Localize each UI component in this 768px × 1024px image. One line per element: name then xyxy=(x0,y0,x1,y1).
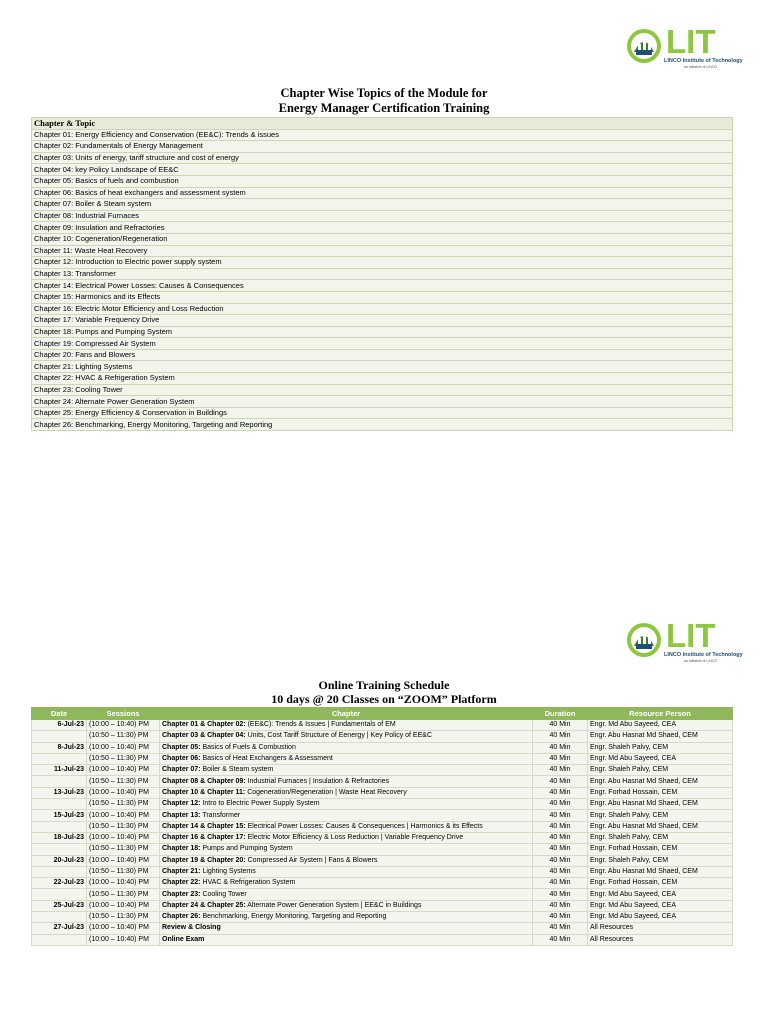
session-cell: (10:00 – 10:40) PM xyxy=(87,878,160,889)
chapter-title: Chapter 13: xyxy=(162,811,201,819)
resource-cell: Engr. Abu Hasnat Md Shaed, CEM xyxy=(588,821,733,832)
lit-emblem-icon xyxy=(626,28,662,64)
duration-cell: 40 Min xyxy=(533,720,588,731)
logo-text: LIT xyxy=(666,23,716,60)
duration-cell: 40 Min xyxy=(533,776,588,787)
duration-cell: 40 Min xyxy=(533,889,588,900)
resource-cell: Engr. Abu Hasnat Md Shaed, CEM xyxy=(588,776,733,787)
duration-cell: 40 Min xyxy=(533,866,588,877)
date-cell: 22-Jul-23 xyxy=(32,878,87,889)
chapter-topic-cell: Chapter 02: Fundamentals of Energy Management xyxy=(32,141,733,153)
resource-header: Resource Person xyxy=(588,708,733,720)
session-cell: (10:50 – 11:30) PM xyxy=(87,821,160,832)
resource-cell: Engr. Md Abu Sayeed, CEA xyxy=(588,720,733,731)
resource-cell: Engr. Forhad Hossain, CEM xyxy=(588,844,733,855)
chapter-title: Review & Closing xyxy=(162,924,221,932)
duration-cell: 40 Min xyxy=(533,912,588,923)
chapter-topic-cell: Chapter 06: Basics of heat exchangers and assessment system xyxy=(32,187,733,199)
date-cell xyxy=(32,889,87,900)
chapter-description: Compressed Air System | Fans & Blowers xyxy=(245,856,378,864)
resource-cell: Engr. Abu Hasnat Md Shaed, CEM xyxy=(588,866,733,877)
resource-cell: Engr. Abu Hasnat Md Shaed, CEM xyxy=(588,731,733,742)
chapter-description: Basics of Fuels & Combustion xyxy=(200,743,296,751)
table-row xyxy=(32,844,733,855)
chapter-title: Chapter 26: xyxy=(162,913,201,921)
table-row xyxy=(32,291,733,303)
chapter-description: Basics of Heat Exchangers & Assessment xyxy=(200,755,333,763)
chapter-topic-cell: Chapter 16: Electric Motor Efficiency and Loss Reduction xyxy=(32,303,733,315)
chapter-cell xyxy=(160,787,533,798)
date-cell xyxy=(32,799,87,810)
session-cell: (10:00 – 10:40) PM xyxy=(87,765,160,776)
chapter-title: Chapter 05: xyxy=(162,743,201,751)
chapter-cell xyxy=(160,776,533,787)
chapter-cell xyxy=(160,844,533,855)
chapter-title: Chapter 19 & Chapter 20: xyxy=(162,856,246,864)
table-row xyxy=(32,787,733,798)
table-row xyxy=(32,776,733,787)
table-row xyxy=(32,315,733,327)
date-cell: 27-Jul-23 xyxy=(32,923,87,934)
duration-cell: 40 Min xyxy=(533,753,588,764)
chapter-description: Cooling Tower xyxy=(200,890,247,898)
session-cell: (10:50 – 11:30) PM xyxy=(87,776,160,787)
table-row xyxy=(32,396,733,408)
chapter-cell xyxy=(160,866,533,877)
session-cell: (10:50 – 11:30) PM xyxy=(87,912,160,923)
duration-header: Duration xyxy=(533,708,588,720)
chapter-description: HVAC & Refrigeration System xyxy=(200,879,296,887)
logo-tagline: an initiative of LINCO xyxy=(684,65,718,69)
chapter-cell xyxy=(160,765,533,776)
date-cell: 13-Jul-23 xyxy=(32,787,87,798)
table-row xyxy=(32,934,733,945)
date-cell: 6-Jul-23 xyxy=(32,720,87,731)
chapter-topic-cell: Chapter 03: Units of energy, tariff structure and cost of energy xyxy=(32,152,733,164)
resource-cell: Engr. Md Abu Sayeed, CEA xyxy=(588,912,733,923)
session-cell: (10:50 – 11:30) PM xyxy=(87,866,160,877)
chapter-topic-cell: Chapter 23: Cooling Tower xyxy=(32,384,733,396)
chapter-topic-cell: Chapter 22: HVAC & Refrigeration System xyxy=(32,373,733,385)
duration-cell: 40 Min xyxy=(533,731,588,742)
section1-title xyxy=(0,86,768,116)
resource-cell: Engr. Md Abu Sayeed, CEA xyxy=(588,900,733,911)
table-row xyxy=(32,222,733,234)
table-row xyxy=(32,187,733,199)
date-cell: 15-Jul-23 xyxy=(32,810,87,821)
session-cell: (10:00 – 10:40) PM xyxy=(87,832,160,843)
session-cell: (10:00 – 10:40) PM xyxy=(87,855,160,866)
chapter-topic-cell: Chapter 20: Fans and Blowers xyxy=(32,349,733,361)
session-cell: (10:50 – 11:30) PM xyxy=(87,753,160,764)
duration-cell: 40 Min xyxy=(533,832,588,843)
table-row xyxy=(32,720,733,731)
date-header: Date xyxy=(32,708,87,720)
chapter-title: Chapter 23: xyxy=(162,890,201,898)
table-row xyxy=(32,210,733,222)
chapter-cell xyxy=(160,878,533,889)
chapter-description: Boiler & Steam system xyxy=(200,766,274,774)
table-row xyxy=(32,257,733,269)
chapter-topic-cell: Chapter 15: Harmonics and its Effects xyxy=(32,291,733,303)
table-row xyxy=(32,855,733,866)
resource-cell: All Resources xyxy=(588,934,733,945)
chapter-description: Pumps and Pumping System xyxy=(200,845,293,853)
resource-cell: Engr. Forhad Hossain, CEM xyxy=(588,787,733,798)
logo-tagline: an initiative of LINCO xyxy=(684,659,718,663)
chapter-topic-cell: Chapter 26: Benchmarking, Energy Monitoring, Targeting and Reporting xyxy=(32,419,733,431)
chapter-description: Transformer xyxy=(200,811,241,819)
chapter-topic-cell: Chapter 14: Electrical Power Losses: Causes & Consequences xyxy=(32,280,733,292)
chapter-cell xyxy=(160,731,533,742)
chapter-topic-cell: Chapter 08: Industrial Furnaces xyxy=(32,210,733,222)
chapter-title: Chapter 16 & Chapter 17: xyxy=(162,834,246,842)
chapter-description: Industrial Furnaces | Insulation & Refractories xyxy=(245,777,390,785)
chapter-cell xyxy=(160,855,533,866)
table-row xyxy=(32,832,733,843)
date-cell xyxy=(32,866,87,877)
chapter-topic-cell: Chapter 25: Energy Efficiency & Conservation in Buildings xyxy=(32,407,733,419)
chapter-cell xyxy=(160,810,533,821)
chapter-topic-header: Chapter & Topic xyxy=(32,118,733,130)
chapter-cell xyxy=(160,742,533,753)
duration-cell: 40 Min xyxy=(533,765,588,776)
session-cell: (10:00 – 10:40) PM xyxy=(87,934,160,945)
table-row xyxy=(32,753,733,764)
session-cell: (10:00 – 10:40) PM xyxy=(87,900,160,911)
chapter-topic-cell: Chapter 12: Introduction to Electric power supply system xyxy=(32,257,733,269)
chapter-cell xyxy=(160,934,533,945)
table-row xyxy=(32,810,733,821)
date-cell: 11-Jul-23 xyxy=(32,765,87,776)
table-row xyxy=(32,765,733,776)
duration-cell: 40 Min xyxy=(533,810,588,821)
chapter-title: Online Exam xyxy=(162,935,205,943)
chapter-description: Electric Motor Efficiency & Loss Reduction | Variable Frequency Drive xyxy=(245,834,464,842)
date-cell xyxy=(32,821,87,832)
table-row xyxy=(32,164,733,176)
chapter-title: Chapter 24 & Chapter 25: xyxy=(162,901,246,909)
chapter-title: Chapter 06: xyxy=(162,755,201,763)
session-cell: (10:50 – 11:30) PM xyxy=(87,799,160,810)
table-row xyxy=(32,384,733,396)
chapter-description: Lighting Systems xyxy=(200,868,256,875)
date-cell xyxy=(32,753,87,764)
section2-title xyxy=(0,678,768,706)
table-row xyxy=(32,326,733,338)
duration-cell: 40 Min xyxy=(533,844,588,855)
chapter-title: Chapter 14 & Chapter 15: xyxy=(162,822,246,830)
resource-cell: Engr. Md Abu Sayeed, CEA xyxy=(588,753,733,764)
logo-text: LIT xyxy=(666,617,716,654)
table-row xyxy=(32,900,733,911)
chapter-title: Chapter 18: xyxy=(162,845,201,853)
chapter-cell xyxy=(160,832,533,843)
session-cell: (10:50 – 11:30) PM xyxy=(87,889,160,900)
date-cell xyxy=(32,731,87,742)
session-cell: (10:00 – 10:40) PM xyxy=(87,787,160,798)
chapter-topic-cell: Chapter 21: Lighting Systems xyxy=(32,361,733,373)
chapter-topic-cell: Chapter 05: Basics of fuels and combustion xyxy=(32,175,733,187)
chapter-topic-cell: Chapter 10: Cogeneration/Regeneration xyxy=(32,233,733,245)
table-row xyxy=(32,799,733,810)
resource-cell: Engr. Shaleh Palvy, CEM xyxy=(588,810,733,821)
table-row xyxy=(32,731,733,742)
table-row xyxy=(32,821,733,832)
chapter-title: Chapter 01 & Chapter 02: xyxy=(162,721,246,729)
lit-logo-bottom xyxy=(626,617,743,664)
chapter-topic-cell: Chapter 17: Variable Frequency Drive xyxy=(32,315,733,327)
chapter-title: Chapter 10 & Chapter 11: xyxy=(162,788,246,796)
duration-cell: 40 Min xyxy=(533,799,588,810)
table-row xyxy=(32,303,733,315)
duration-cell: 40 Min xyxy=(533,787,588,798)
date-cell xyxy=(32,776,87,787)
chapter-title: Chapter 12: xyxy=(162,800,201,808)
table-row xyxy=(32,199,733,211)
chapter-topic-cell: Chapter 01: Energy Efficiency and Conservation (EE&C): Trends & issues xyxy=(32,129,733,141)
date-cell: 18-Jul-23 xyxy=(32,832,87,843)
session-cell: (10:50 – 11:30) PM xyxy=(87,731,160,742)
duration-cell: 40 Min xyxy=(533,900,588,911)
table-row xyxy=(32,419,733,431)
session-cell: (10:50 – 11:30) PM xyxy=(87,844,160,855)
section1-title-line1: Chapter Wise Topics of the Module for xyxy=(280,86,488,100)
duration-cell: 40 Min xyxy=(533,742,588,753)
chapter-title: Chapter 21: xyxy=(162,868,201,875)
duration-cell: 40 Min xyxy=(533,934,588,945)
date-cell: 25-Jul-23 xyxy=(32,900,87,911)
chapter-cell xyxy=(160,720,533,731)
date-cell: 8-Jul-23 xyxy=(32,742,87,753)
table-row xyxy=(32,878,733,889)
logo-subtitle: LINCO Institute of Technology xyxy=(664,58,743,64)
resource-cell: Engr. Shaleh Palvy, CEM xyxy=(588,832,733,843)
duration-cell: 40 Min xyxy=(533,821,588,832)
lit-emblem-icon xyxy=(626,622,662,658)
chapter-cell xyxy=(160,753,533,764)
resource-cell: Engr. Shaleh Palvy, CEM xyxy=(588,742,733,753)
table-row xyxy=(32,923,733,934)
chapter-description: Intro to Electric Power Supply System xyxy=(200,800,320,808)
resource-cell: Engr. Forhad Hossain, CEM xyxy=(588,878,733,889)
chapter-topic-cell: Chapter 04: key Policy Landscape of EE&C xyxy=(32,164,733,176)
date-cell xyxy=(32,844,87,855)
table-row xyxy=(32,280,733,292)
chapter-description: Units, Cost Tariff Structure of Eenergy | Key Policy of EE&C xyxy=(245,732,432,740)
chapter-description: (EE&C): Trends & Issues | Fundamentals of EM xyxy=(245,721,396,729)
chapter-cell xyxy=(160,923,533,934)
chapter-title: Chapter 22: xyxy=(162,879,201,887)
chapter-title: Chapter 03 & Chapter 04: xyxy=(162,732,246,740)
table-row xyxy=(32,129,733,141)
session-cell: (10:00 – 10:40) PM xyxy=(87,742,160,753)
session-cell: (10:00 – 10:40) PM xyxy=(87,923,160,934)
section1-title-line2: Energy Manager Certification Training xyxy=(278,101,490,115)
training-schedule-table xyxy=(31,707,733,946)
section2-title-line2: 10 days @ 20 Classes on “ZOOM” Platform xyxy=(271,692,497,706)
chapter-topics-table xyxy=(31,117,733,431)
table-row xyxy=(32,866,733,877)
session-cell: (10:00 – 10:40) PM xyxy=(87,810,160,821)
chapter-topic-cell: Chapter 18: Pumps and Pumping System xyxy=(32,326,733,338)
chapter-topic-cell: Chapter 13: Transformer xyxy=(32,268,733,280)
sessions-header: Sessions xyxy=(87,708,160,720)
date-cell: 20-Jul-23 xyxy=(32,855,87,866)
table-row xyxy=(32,361,733,373)
date-cell xyxy=(32,934,87,945)
duration-cell: 40 Min xyxy=(533,878,588,889)
table-row xyxy=(32,889,733,900)
resource-cell: Engr. Shaleh Palvy, CEM xyxy=(588,855,733,866)
chapter-cell xyxy=(160,889,533,900)
resource-cell: Engr. Shaleh Palvy, CEM xyxy=(588,765,733,776)
table-row xyxy=(32,245,733,257)
lit-logo-top xyxy=(626,23,743,70)
resource-cell: Engr. Md Abu Sayeed, CEA xyxy=(588,889,733,900)
table-row xyxy=(32,407,733,419)
date-cell xyxy=(32,912,87,923)
chapter-description: Electrical Power Losses: Causes & Consequences | Harmonics & its Effects xyxy=(245,822,483,830)
chapter-cell xyxy=(160,912,533,923)
session-cell: (10:00 – 10:40) PM xyxy=(87,720,160,731)
table-row xyxy=(32,141,733,153)
logo-subtitle: LINCO Institute of Technology xyxy=(664,652,743,658)
table-row xyxy=(32,912,733,923)
table-row xyxy=(32,268,733,280)
table-row xyxy=(32,152,733,164)
resource-cell: Engr. Abu Hasnat Md Shaed, CEM xyxy=(588,799,733,810)
chapter-description: Alternate Power Generation System | EE&C in Buildings xyxy=(245,901,422,909)
table-row xyxy=(32,349,733,361)
chapter-topic-cell: Chapter 07: Boiler & Steam system xyxy=(32,199,733,211)
chapter-title: Chapter 08 & Chapter 09: xyxy=(162,777,246,785)
chapter-topic-cell: Chapter 11: Waste Heat Recovery xyxy=(32,245,733,257)
table-row xyxy=(32,373,733,385)
table-row xyxy=(32,742,733,753)
chapter-title: Chapter 07: xyxy=(162,766,201,774)
duration-cell: 40 Min xyxy=(533,923,588,934)
table-row xyxy=(32,338,733,350)
table-row xyxy=(32,233,733,245)
resource-cell: All Resources xyxy=(588,923,733,934)
section2-title-line1: Online Training Schedule xyxy=(318,678,450,692)
chapter-description: Benchmarking, Energy Monitoring, Targeting and Reporting xyxy=(200,913,387,921)
chapter-description: Cogeneration/Regeneration | Waste Heat Recovery xyxy=(245,788,407,796)
duration-cell: 40 Min xyxy=(533,855,588,866)
chapter-topic-cell: Chapter 24: Alternate Power Generation System xyxy=(32,396,733,408)
chapter-topic-cell: Chapter 09: Insulation and Refractories xyxy=(32,222,733,234)
chapter-cell xyxy=(160,900,533,911)
chapter-cell xyxy=(160,799,533,810)
chapter-topic-cell: Chapter 19: Compressed Air System xyxy=(32,338,733,350)
table-row xyxy=(32,175,733,187)
chapter-header: Chapter xyxy=(160,708,533,720)
chapter-cell xyxy=(160,821,533,832)
